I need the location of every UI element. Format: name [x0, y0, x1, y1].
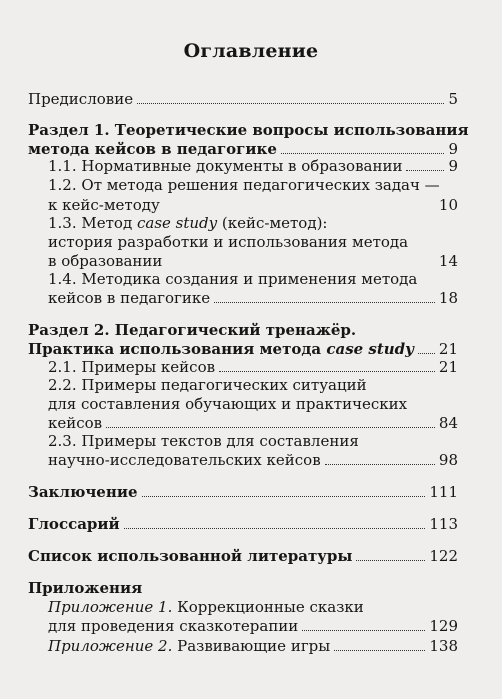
entry-label-italic: case study — [326, 340, 414, 358]
page-number: 84 — [438, 414, 458, 432]
entry-label: 1.3. Метод — [48, 214, 137, 232]
leader-dots — [325, 463, 435, 465]
toc-entry-1-3-line1[interactable] — [28, 214, 327, 232]
appendix-label: Приложение 2. — [48, 637, 173, 655]
page-title: Оглавление — [183, 40, 319, 62]
entry-label: Коррекционные сказки — [172, 598, 364, 616]
entry-label: кейсов — [48, 414, 103, 432]
entry-label: в образовании — [48, 252, 163, 270]
entry-label-part: Развивающие игры — [172, 637, 331, 655]
toc-entry-2-1[interactable] — [28, 358, 458, 376]
toc-entry-2-2-line1[interactable]: 2.2. Примеры педагогических ситуаций — [48, 376, 367, 394]
toc-entry-section-2[interactable] — [28, 340, 458, 358]
page-number: 98 — [438, 451, 458, 469]
page-number: 113 — [429, 515, 458, 533]
toc-entry-appendix-1[interactable] — [28, 617, 458, 635]
page-number: 21 — [438, 358, 458, 376]
leader-dots — [281, 152, 445, 154]
page-number: 18 — [438, 289, 458, 307]
page-number: 129 — [429, 617, 458, 635]
toc-entry-1-3-line2[interactable]: история разработки и использования метода — [48, 233, 409, 251]
entry-label: Предисловие — [28, 90, 134, 108]
entry-label: научно-исследовательских кейсов — [48, 451, 321, 469]
toc-entry-section-1[interactable] — [28, 140, 458, 158]
entry-label: (кейс-метод): — [217, 214, 328, 232]
leader-dots — [302, 629, 425, 631]
section-2-heading[interactable]: Раздел 2. Педагогический тренажёр. — [28, 321, 357, 339]
toc-entry-1-4-line1[interactable]: 1.4. Методика создания и применения метода — [48, 270, 418, 288]
page-number: 111 — [429, 483, 458, 501]
entry-label: для проведения сказкотерапии — [48, 617, 299, 635]
toc-entry-2-3[interactable] — [28, 451, 458, 469]
toc-entry-2-2[interactable] — [28, 414, 458, 432]
entry-label: кейсов в педагогике — [48, 289, 211, 307]
entry-label: к кейс-методу — [48, 196, 160, 214]
toc-entry-appendix-1-line1[interactable] — [28, 598, 364, 616]
appendices-heading[interactable]: Приложения — [28, 579, 143, 597]
entry-label-part: Практика использования метода — [28, 340, 327, 358]
leader-space — [166, 265, 434, 266]
toc-entry-2-3-line1[interactable]: 2.3. Примеры текстов для составления — [48, 432, 359, 450]
page-number: 9 — [448, 140, 458, 158]
leader-dots — [137, 102, 444, 104]
leader-dots — [418, 352, 435, 354]
entry-label: метода кейсов в педагогике — [28, 140, 277, 158]
entry-label-italic: case study — [136, 214, 218, 232]
appendix-label: Приложение 1. — [48, 598, 173, 616]
leader-dots — [219, 370, 435, 372]
leader-dots — [124, 527, 426, 529]
leader-dots — [214, 301, 435, 303]
toc-entry-1-3[interactable] — [28, 252, 458, 270]
entry-label: 1.1. Нормативные документы в образовании — [48, 157, 403, 175]
page-number: 21 — [438, 340, 458, 358]
leader-dots — [406, 169, 444, 171]
toc-entry-appendix-2[interactable] — [28, 637, 458, 655]
page-number: 138 — [429, 637, 458, 655]
page-number: 122 — [429, 547, 458, 565]
toc-entry-1-4[interactable] — [28, 289, 458, 307]
page-number: 14 — [438, 252, 458, 270]
toc-entry-literature[interactable] — [28, 547, 458, 565]
page-number: 5 — [448, 90, 458, 108]
toc-entry-1-2-line1[interactable]: 1.2. От метода решения педагогических задач — — [48, 176, 440, 194]
entry-label: 2.1. Примеры кейсов — [48, 358, 216, 376]
toc-entry-2-2-line2[interactable]: для составления обучающих и практических — [48, 395, 408, 413]
page-number: 9 — [448, 157, 458, 175]
leader-dots — [142, 495, 426, 497]
page-number: 10 — [438, 196, 458, 214]
leader-dots — [356, 559, 425, 561]
toc-entry-1-2[interactable] — [28, 196, 458, 214]
leader-dots — [334, 649, 425, 651]
leader-space — [164, 209, 435, 210]
entry-label — [48, 637, 330, 655]
leader-dots — [106, 426, 435, 428]
entry-label — [28, 340, 414, 358]
toc-entry-glossary[interactable] — [28, 515, 458, 533]
toc-entry-1-1[interactable] — [28, 157, 458, 175]
toc-entry-conclusion[interactable] — [28, 483, 458, 501]
entry-label: Список использованной литературы — [28, 547, 353, 565]
toc-entry-preface[interactable] — [28, 90, 458, 108]
entry-label: Глоссарий — [28, 515, 120, 533]
entry-label: Заключение — [28, 483, 138, 501]
section-1-heading[interactable]: Раздел 1. Теоретические вопросы использования — [28, 121, 469, 139]
